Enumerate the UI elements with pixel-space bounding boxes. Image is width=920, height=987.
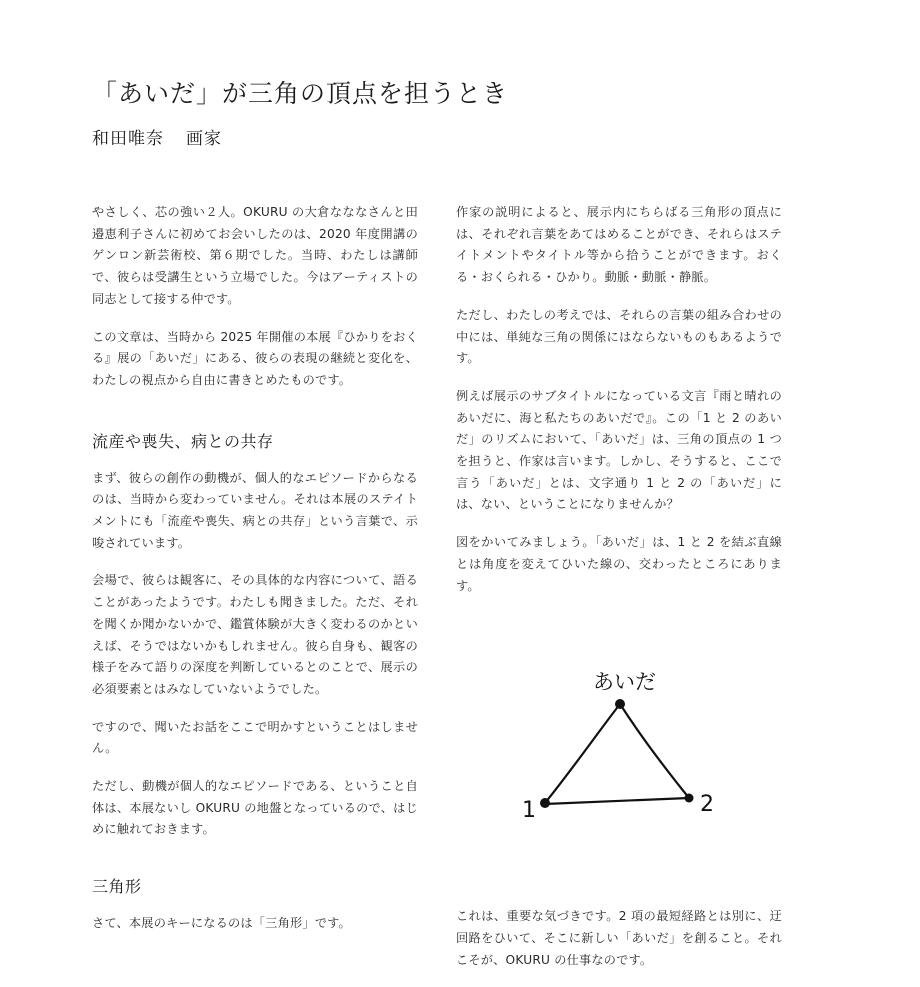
triangle-edge-bottom [545, 798, 689, 804]
section-heading-coexistence: 流産や喪失、病との共存 [92, 431, 274, 451]
right-paragraph-4: 図をかいてみましょう。「あいだ」は、1 と 2 を結ぶ直線とは角度を変えてひいた線の、交わったところにあります。 [456, 535, 782, 593]
vertex-right [685, 794, 694, 803]
vertex-top [615, 699, 625, 709]
vertex-left [540, 798, 550, 808]
label-two: 2 [700, 792, 714, 818]
triangle-drawing [456, 623, 782, 878]
intro-paragraph-1: やさしく、芯の強い２人。OKURU の大倉なななさんと田邉恵利子さんに初めてお会いしたのは、2020 年度開講のゲンロン新芸術校、第６期でした。当時、わたしは講師で、彼らは受講生という立場でした。今はアーティストの同志として接する仲です。 [92, 205, 418, 306]
section1-paragraph-2: 会場で、彼らは観客に、その具体的な内容について、語ることがあったようです。わたしも聞きました。ただ、それを聞くか聞かないかで、鑑賞体験が大きく変わるのかといえば、そうではないかもしれません。彼ら自身も、観客の様子をみて語りの深度を判断しているとのことで、展示の必須要素とはみなしていないようでした。 [92, 573, 418, 696]
section1-paragraph-4: ただし、動機が個人的なエピソードである、ということ自体は、本展ないし OKURU の地盤となっているので、はじめに触れておきます。 [92, 779, 418, 837]
right-paragraph-1: 作家の説明によると、展示内にちらばる三角形の頂点には、それぞれ言葉をあてはめることができ、それらはステイトメントやタイトル等から拾うことができます。おくる・おくられる・ひかり。動脈・動脈・静脈。 [456, 205, 782, 285]
section2-paragraph-1: さて、本展のキーになるのは「三角形」です。 [92, 916, 351, 931]
left-column [92, 202, 418, 951]
author-name: 和田唯奈 [92, 129, 164, 149]
article-title: 「あいだ」が三角の頂点を担うとき [92, 79, 509, 108]
right-column [456, 202, 782, 987]
section1-paragraph-1: まず、彼らの創作の動機が、個人的なエピソードからなるのは、当時から変わっていません。それは本展のステイトメントにも「流産や喪失、病との共存」という言葉で、示唆されています。 [92, 470, 418, 550]
author-role: 画家 [186, 129, 222, 149]
author-line [92, 126, 222, 152]
triangle-edge-left [545, 704, 620, 803]
section-heading-triangle: 三角形 [92, 877, 142, 897]
section1-paragraph-3: ですので、聞いたお話をここで明かすということはしません。 [92, 719, 418, 756]
triangle-diagram [456, 623, 782, 878]
right-paragraph-3: 例えば展示のサブタイトルになっている文言『雨と晴れのあいだに、海と私たちのあいだで』。この「1 と 2 のあいだ」のリズムにおいて、「あいだ」は、三角の頂点の 1 つを担うと、作家は言います。しかし、そうすると、ここで言う「あいだ」とは、文字通り 1 と 2 の「あいだ」には、ない、ということになりませんか？ [456, 388, 782, 512]
triangle-edge-right [620, 704, 689, 798]
intro-paragraph-2: この文章は、当時から 2025 年開催の本展『ひかりをおくる』展の「あいだ」にある、彼らの表現の継続と変化を、わたしの視点から自由に書きとめたものです。 [92, 329, 418, 387]
closing-paragraph: これは、重要な気づきです。2 項の最短経路とは別に、迂回路をひいて、そこに新しい「あいだ」を創ること。それこそが、OKURU の仕事なのです。 [456, 909, 782, 967]
right-paragraph-2: ただし、わたしの考えでは、それらの言葉の組み合わせの中には、単純な三角の関係にはならないものもあるようです。 [456, 307, 782, 366]
label-aida: あいだ [593, 670, 656, 695]
label-one: 1 [522, 798, 536, 824]
